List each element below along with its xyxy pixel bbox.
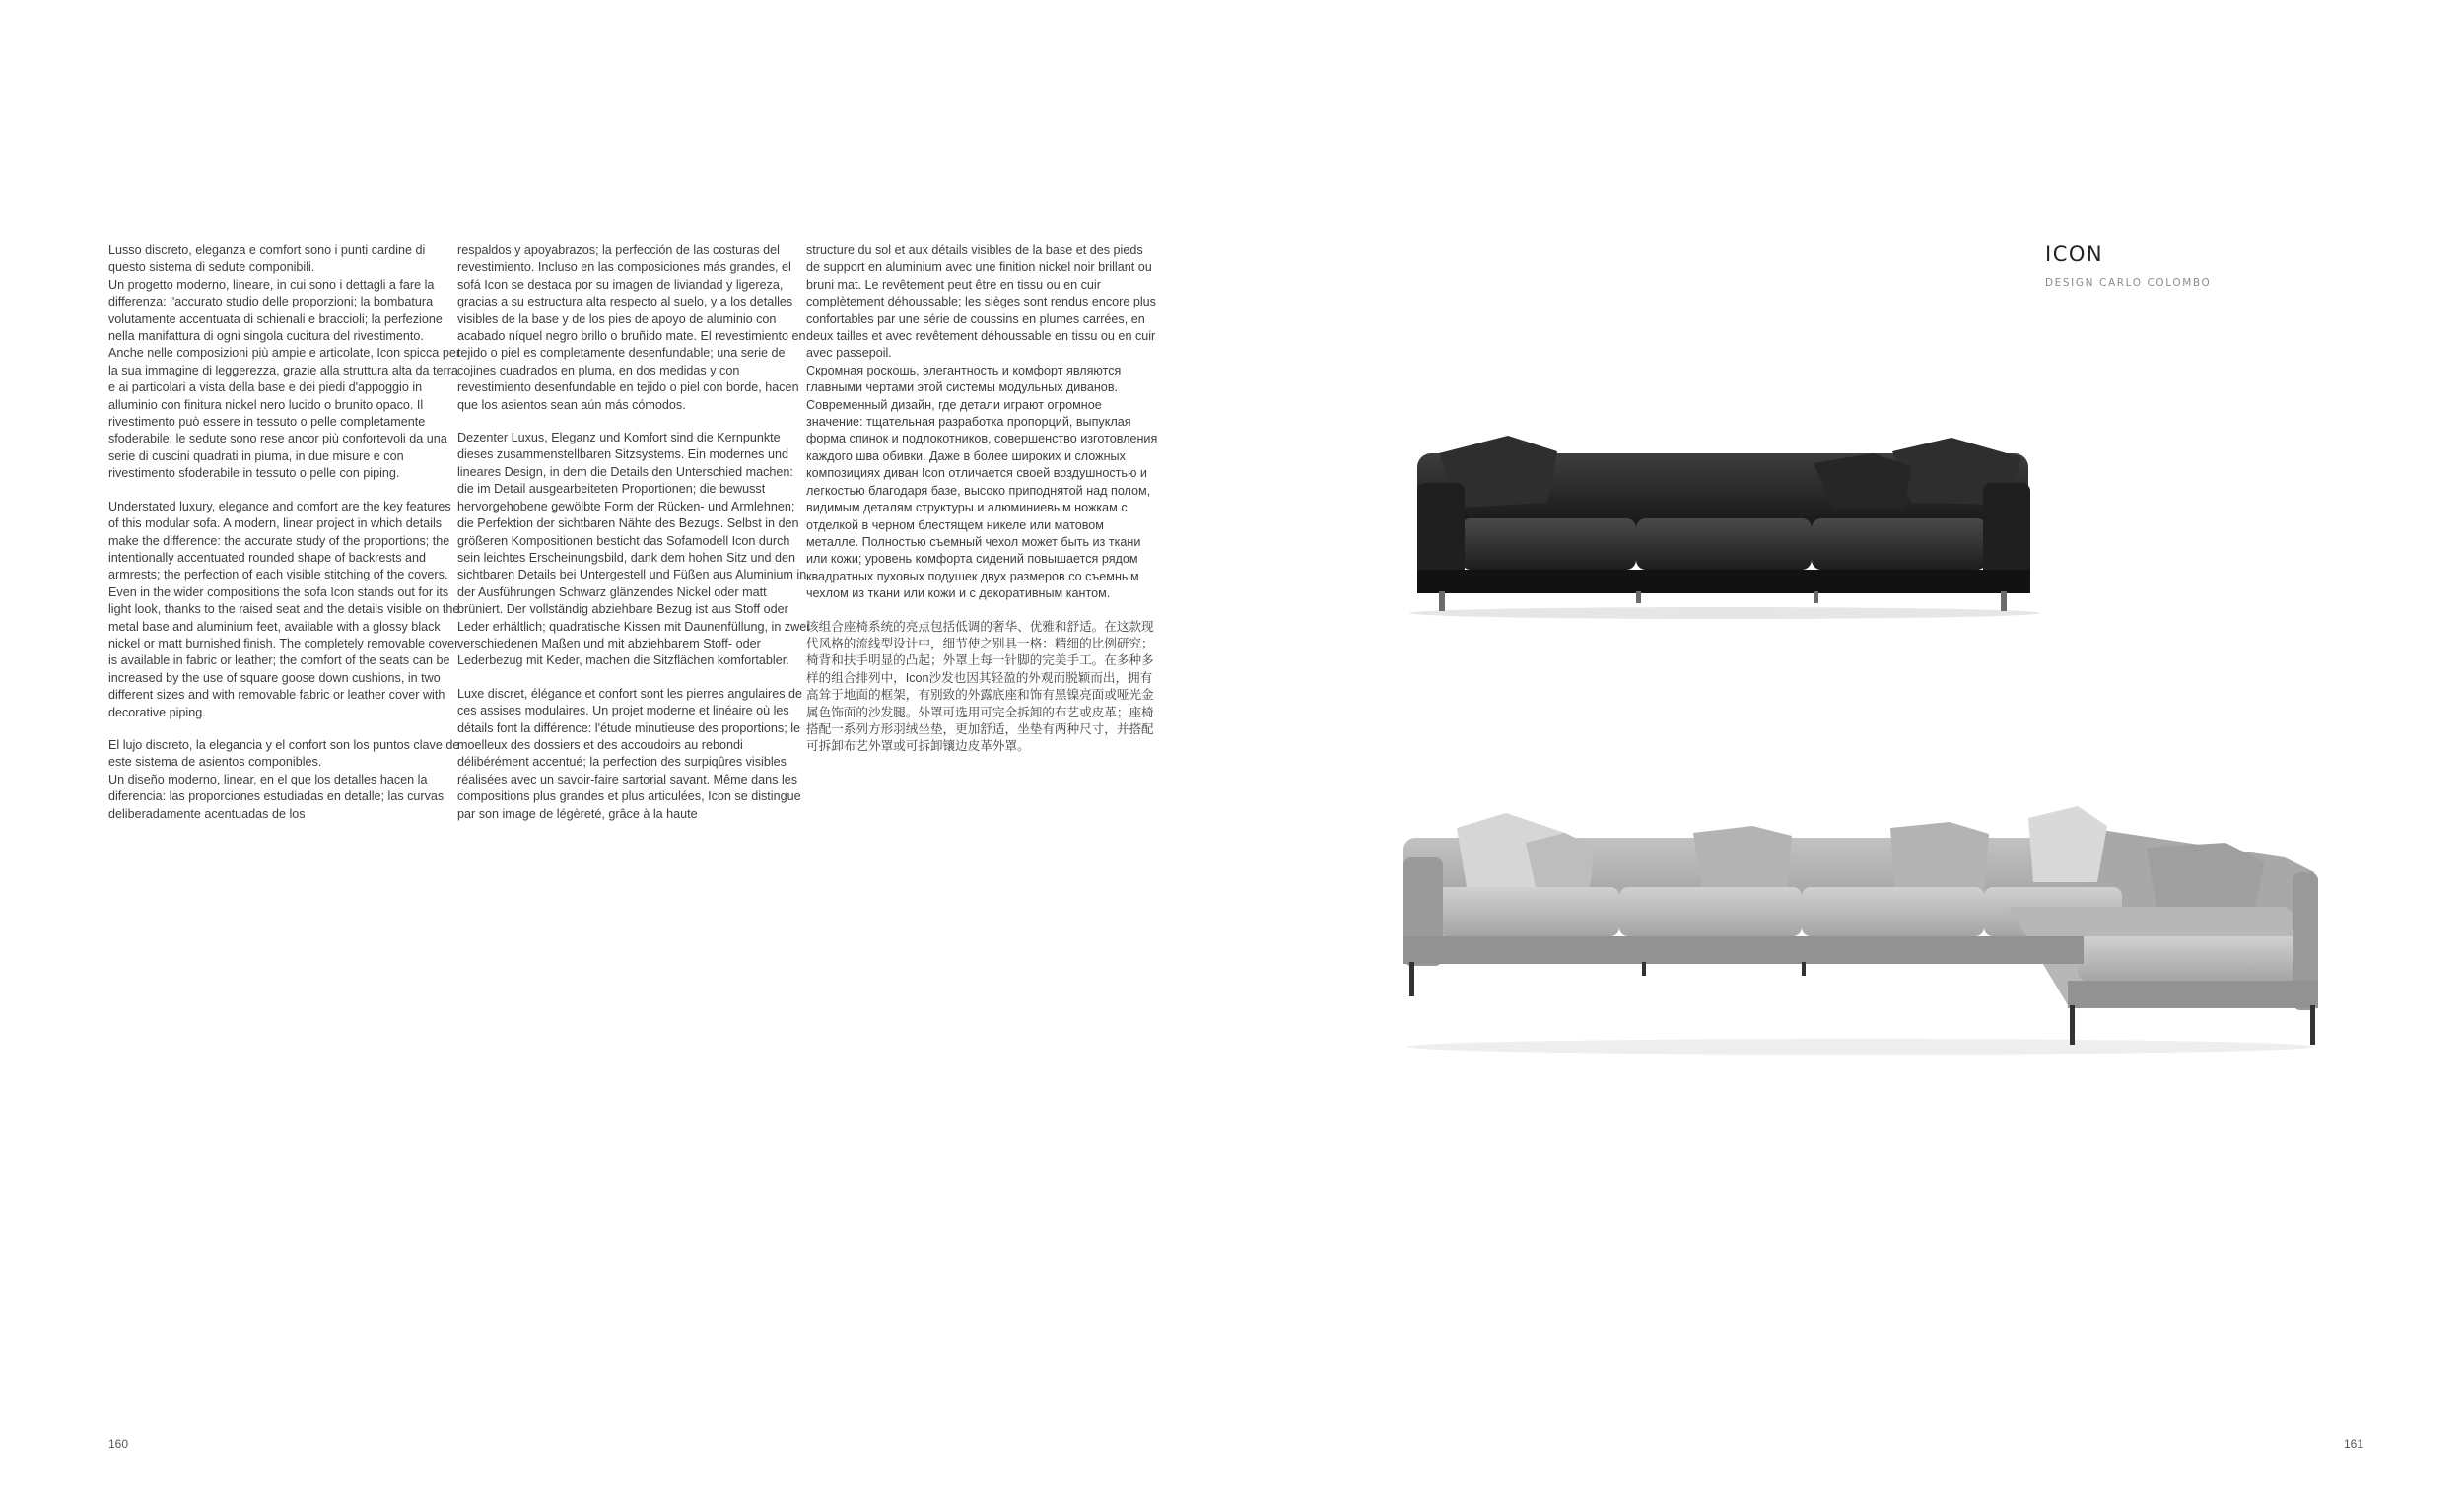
grey-fabric-corner-sofa-icon <box>1398 788 2328 1059</box>
page-number-right: 161 <box>2344 1437 2364 1451</box>
paragraph-french-russian: structure du sol et aux détails visibles de la base et des pieds de support en aluminium avec une finition nickel noir brillant ou bruni mat. Le revêtement peut être en tissu ou en cuir complètement déhoussable; les sièges sont rendus encore plus confortables par une série de coussins en plumes carrées, en deux tailles et avec revêtement déhoussable en tissu ou en cuir avec passepoil. Скромная роскошь, элегантность и комфорт являются главными чертами этой системы модульных диванов. Современный дизайн, где детали играют огромное значение: тщательная разработка пропорций, выпуклая форма спинок и подлокотников, совершенство изготовления каждого шва обивки. Даже в более широких и сложных композициях диван Icon отличается своей воздушностью и легкостью благодаря базе, высоко приподнятой над полом, видимым деталям структуры и алюминиевым ножкам с отделкой в черном блестящем никеле или матовом металле. Полностью съемный чехол может быть из ткани или кожи; уровень комфорта сидений повышается рядом квадратных пуховых подушек двух размеров со съемным чехлом из ткани или кожи и с декоративным кантом. <box>806 243 1158 601</box>
black-leather-sofa-icon <box>1400 424 2050 626</box>
product-title: ICON <box>2045 242 2104 266</box>
paragraph-spanish-start: El lujo discreto, la elegancia y el confort son los puntos clave de este sistema de asientos componibles. Un diseño moderno, linear, en el que los detalles hacen la diferencia: las proporciones estudiadas en detalle; las curvas deliberadamente acentuadas de los <box>108 737 460 821</box>
text-column-1 <box>108 242 461 839</box>
paragraph-english: Understated luxury, elegance and comfort are the key features of this modular sofa. A modern, linear project in which details make the difference: the accurate study of the proportions; the intentionally accentuated rounded shape of backrests and armrests; the perfection of each visible stitching of the covers. Even in the wider compositions the sofa Icon stands out for its light look, thanks to the raised seat and the details visible on the metal base and aluminium feet, available with a glossy black nickel or matt burnished finish. The completely removable cover is available in fabric or leather; the comfort of the seats can be increased by the use of square goose down cushions, in two different sizes and with removable fabric or leather cover with decorative piping. <box>108 499 460 719</box>
paragraph-chinese: 该组合座椅系统的亮点包括低调的奢华、优雅和舒适。在这款现代风格的流线型设计中，细节使之别具一格：精细的比例研究；椅背和扶手明显的凸起；外罩上每一针脚的完美手工。在多种多样的组合排列中，Icon沙发也因其轻盈的外观而脱颖而出，拥有高耸于地面的框架，有别致的外露底座和饰有黑镍亮面或哑光金属色饰面的沙发腿。外罩可选用可完全拆卸的布艺或皮革；座椅搭配一系列方形羽绒坐垫，更加舒适，坐垫有两种尺寸，并搭配可拆卸布艺外罩或可拆卸镶边皮革外罩。 <box>806 619 1154 754</box>
paragraph-french-start: Luxe discret, élégance et confort sont les pierres angulaires de ces assises modulaires. Un projet moderne et linéaire où les détails font la différence: l'étude minutieuse des proportions; le moelleux des dossiers et des accoudoirs au rebondi délibérément accentué; la perfection des surpiqûres visibles réalisées avec un savoir-faire sartorial savant. Même dans les compositions plus grandes et plus articulées, Icon se distingue par son image de légèreté, grâce à la haute <box>457 686 803 821</box>
paragraph-german: Dezenter Luxus, Eleganz und Komfort sind die Kernpunkte dieses zusammenstellbaren Sitzsystems. Ein modernes und lineares Design, in dem die Details den Unterschied machen: die im Detail ausgearbeiteten Proportionen; die bewusst hervorgehobene gewölbte Form der Rücken- und Armlehnen; die Perfektion der sichtbaren Nähte des Bezugs. Selbst in den größeren Kompositionen besticht das Sofamodell Icon durch sein leichtes Erscheinungsbild, dank dem hohen Sitz und den sichtbaren Details bei Untergestell und Füßen aus Aluminium in der Ausführungen Schwarz glänzendes Nickel oder matt brüniert. Der vollständig abziehbare Bezug ist aus Stoff oder Leder erhältlich; quadratische Kissen mit Daunenfüllung, in zwei verschiedenen Maßen und mit abziehbarem Stoff- oder Lederbezug mit Keder, machen die Sitzflächen komfortabler. <box>457 431 810 668</box>
text-column-2 <box>457 242 810 839</box>
designer-credit: DESIGN CARLO COLOMBO <box>2045 277 2212 289</box>
paragraph-spanish-end: respaldos y apoyabrazos; la perfección de las costuras del revestimiento. Incluso en las composiciones más grandes, el sofá Icon se destaca por su imagen de liviandad y ligereza, gracias a su estructura alta respecto al suelo, y a los detalles visibles de la base y de los pies de apoyo de aluminio con acabado níquel negro brillo o bruñido mate. El revestimiento en tejido o piel es completamente desenfundable; una serie de cojines cuadrados en pluma, en dos medidas y con revestimiento desenfundable en tejido o piel con borde, hacen que los asientos sean aún más cómodos. <box>457 243 806 412</box>
page-number-left: 160 <box>108 1437 129 1451</box>
text-column-3 <box>806 242 1159 772</box>
paragraph-italian: Lusso discreto, eleganza e comfort sono i punti cardine di questo sistema di sedute componibili. Un progetto moderno, lineare, in cui sono i dettagli a fare la differenza: l'accurato studio delle proporzioni; la bombatura volutamente accentuata di schienali e braccioli; la perfezione nella manifattura di ogni singola cucitura del rivestimento. Anche nelle composizioni più ampie e articolate, Icon spicca per la sua immagine di leggerezza, grazie alla struttura alta da terra e ai particolari a vista della base e dei piedi d'appoggio in alluminio con finitura nickel nero lucido o brunito opaco. Il rivestimento può essere in tessuto o pelle completamente sfoderabile; le sedute sono rese ancor più confortevoli da una serie di cuscini quadrati in piuma, in due misure e con rivestimento sfoderabile in tessuto o pelle con piping. <box>108 243 461 481</box>
